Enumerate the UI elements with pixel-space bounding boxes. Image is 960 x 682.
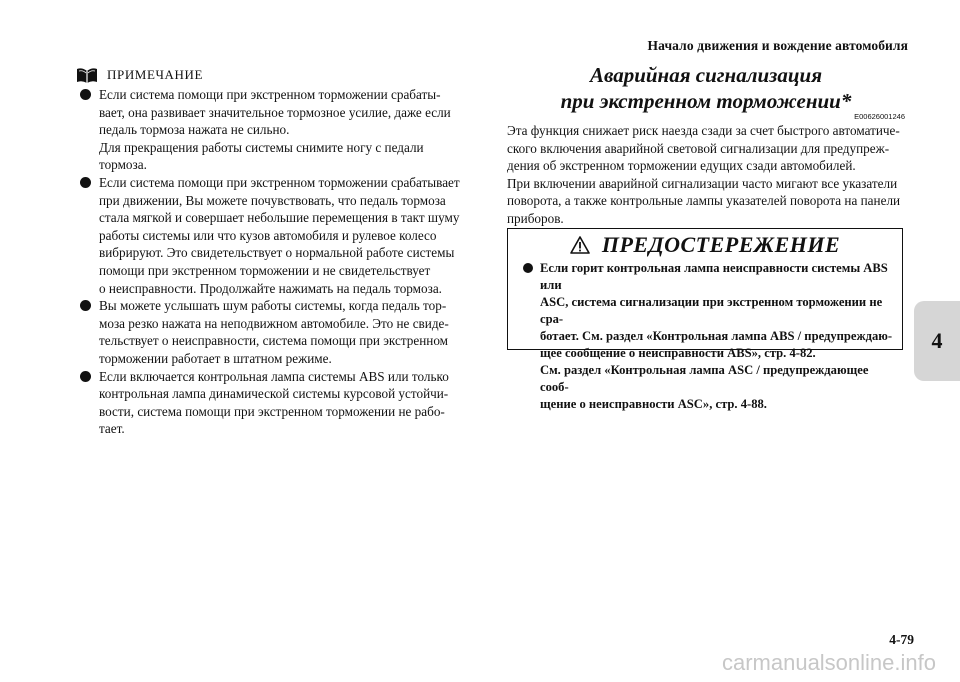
paragraph-line: Эта функция снижает риск наезда сзади за счет быстрого автоматиче-: [507, 123, 900, 138]
note-line: педаль тормоза нажата не сильно.: [99, 122, 290, 138]
note-line: тельствует о неисправности, система помощи при экстренном: [99, 333, 449, 349]
note-line: торможении работает в штатном режиме.: [99, 350, 332, 366]
emergency-signal-section: [507, 62, 905, 228]
note-header: [76, 66, 476, 84]
section-title: [507, 62, 905, 114]
document-code: E00626001246: [854, 112, 905, 121]
note-line: Вы можете услышать шум работы системы, когда педаль тор-: [99, 298, 447, 314]
note-line: Если система помощи при экстренном торможении срабаты-: [99, 87, 441, 102]
note-line: работы системы или что кузов автомобиля и рулевое колесо: [99, 227, 437, 243]
warning-line: Если горит контрольная лампа неисправности системы ABS или: [540, 261, 888, 292]
note-line: Если система помощи при экстренном торможении срабатывает: [99, 174, 460, 190]
page-number: 4-79: [889, 632, 914, 647]
paragraph-line: ского включения аварийной световой сигнализации для предупреж-: [507, 140, 890, 156]
chapter-tab[interactable]: [914, 301, 960, 381]
warning-box: [507, 228, 903, 411]
note-item: [76, 86, 476, 174]
note-line: о неисправности. Продолжайте нажимать на педаль тормоза.: [99, 280, 442, 296]
bullet-icon: [80, 300, 91, 311]
paragraph-line: приборов.: [507, 210, 564, 226]
note-line: тает.: [99, 421, 125, 437]
note-item: [76, 297, 476, 367]
section-title-line: Аварийная сигнализация: [589, 63, 823, 87]
bullet-icon: [80, 89, 91, 100]
note-line: при движении, Вы можете почувствовать, что педаль тормоза: [99, 192, 446, 208]
watermark[interactable]: carmanualsonline.info: [721, 650, 936, 675]
bullet-icon: [80, 177, 91, 188]
note-section: [76, 66, 476, 438]
warning-header: [508, 230, 902, 260]
paragraph-line: поворота, а также контрольные лампы указателей поворота на панели: [507, 193, 901, 209]
note-line: стала мягкой и совершает небольшие перемещения в такт шуму: [99, 210, 460, 226]
bullet-icon: [523, 263, 533, 273]
note-line: вости, система помощи при экстренном торможении не рабо-: [99, 403, 445, 419]
note-line: тормоза.: [99, 157, 147, 173]
warning-triangle-icon: [570, 236, 590, 254]
note-list: [76, 86, 476, 438]
note-line: помощи при экстренном торможении и не свидетельствует: [99, 262, 431, 278]
note-line: вает, она развивает значительное тормозное усилие, даже если: [99, 104, 451, 120]
bullet-icon: [80, 371, 91, 382]
chapter-number: 4: [931, 328, 943, 353]
running-header: Начало движения и вождение автомобиля: [647, 38, 908, 53]
paragraph-line: дения об экстренном торможении едущих сзади автомобилей.: [507, 158, 856, 174]
note-line: вибрируют. Это свидетельствует о нормальной работе системы: [99, 245, 455, 261]
note-line: Если включается контрольная лампа системы ABS или только: [99, 368, 449, 384]
warning-title: ПРЕДОСТЕРЕЖЕНИЕ: [601, 232, 841, 257]
warning-item: [521, 260, 900, 413]
paragraph-line: При включении аварийной сигнализации часто мигают все указатели: [507, 175, 898, 191]
warning-line: См. раздел «Контрольная лампа ASC / предупреждающее сооб-: [540, 363, 869, 394]
warning-line: ASC, система сигнализации при экстренном торможении не сра-: [540, 295, 883, 326]
note-item: [76, 174, 476, 297]
warning-line: ботает. См. раздел «Контрольная лампа ABS / предупреждаю-: [540, 329, 893, 343]
note-line: Для прекращения работы системы снимите ногу с педали: [99, 139, 424, 155]
section-paragraph: [507, 122, 905, 228]
warning-line: щение о неисправности ASC», стр. 4-88.: [540, 397, 767, 411]
warning-line: щее сообщение о неисправности ABS», стр. 4-82.: [540, 346, 816, 360]
note-label: ПРИМЕЧАНИЕ: [107, 67, 204, 82]
note-line: моза резко нажата на неподвижном автомобиле. Это не свиде-: [99, 315, 449, 331]
note-line: контрольная лампа динамической системы курсовой устойчи-: [99, 386, 449, 402]
note-book-icon: [76, 67, 98, 84]
section-title-line: при экстренном торможении*: [560, 89, 852, 113]
note-item: [76, 368, 476, 438]
